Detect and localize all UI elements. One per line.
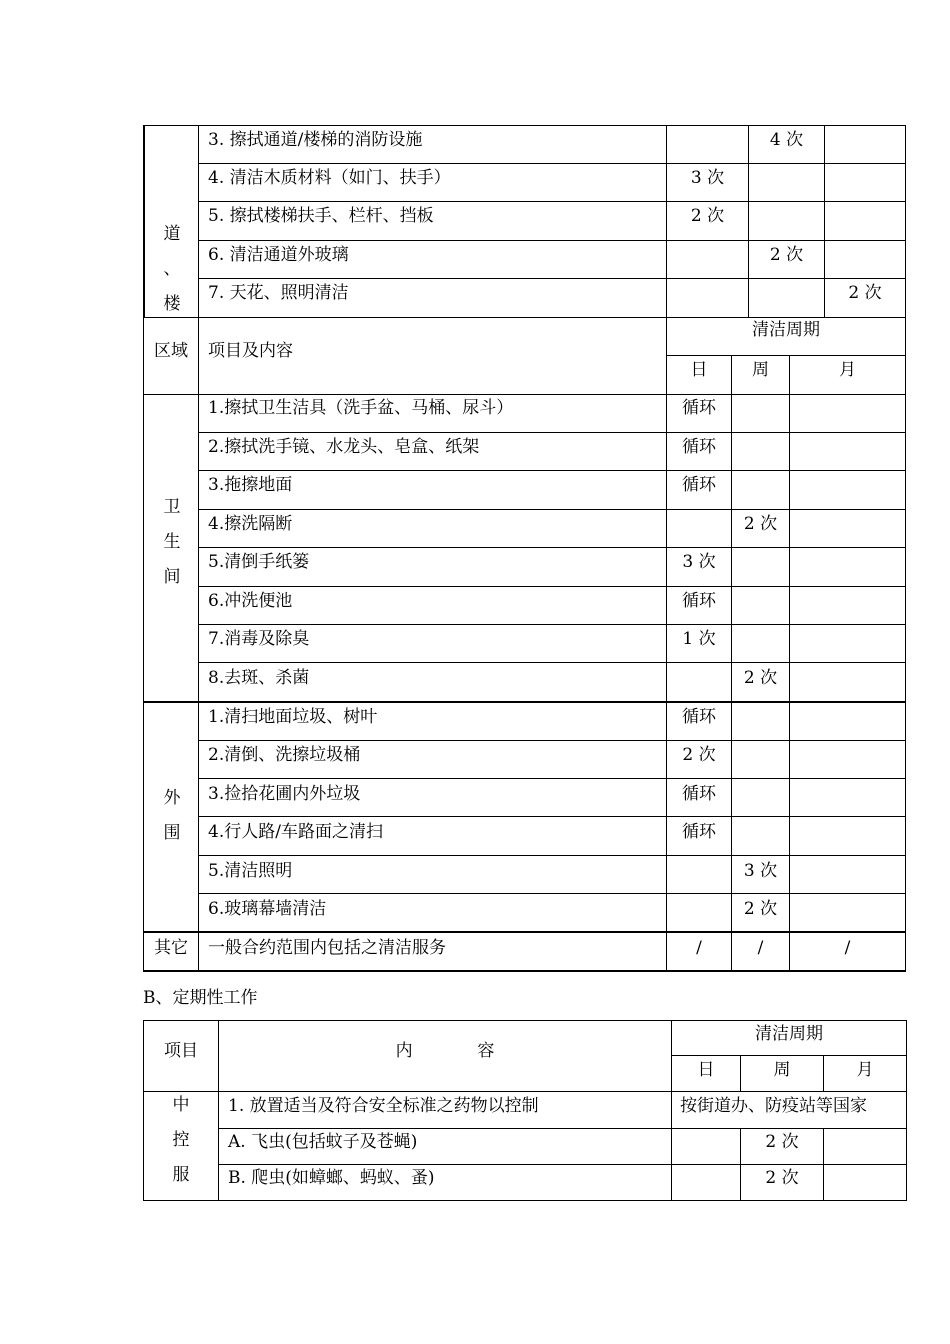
header-day: 日 [690,360,708,380]
header-week: 周 [752,360,769,380]
week-value: 3 次 [743,861,778,881]
item-text: 5.清倒手纸篓 [208,552,310,572]
header-cycle: 清洁周期 [755,1024,823,1044]
area-label-pest-control: 中 控 服 [172,1095,190,1185]
day-value: 循环 [682,437,716,457]
header-item: 项目 [164,1041,198,1061]
week-value: 2 次 [765,1132,799,1152]
day-value: 循环 [682,591,716,611]
header-month: 月 [839,360,856,380]
item-text: 3.拖擦地面 [208,475,293,495]
day-value: 3 次 [682,552,716,572]
item-text: A. 飞虫(包括蚊子及苍蝇) [228,1132,418,1152]
area-label-corridor: 道 、 楼 [163,224,181,314]
item-text: 7. 天花、照明清洁 [208,283,349,303]
item-text: 3. 擦拭通道/楼梯的消防设施 [208,130,423,150]
item-text: 一般合约范围内包括之清洁服务 [208,938,446,958]
item-text: 6. 清洁通道外玻璃 [208,245,349,265]
month-value: / [844,938,851,958]
week-value: 2 次 [743,899,778,919]
header-cycle: 清洁周期 [752,320,820,340]
week-value: 2 次 [765,1168,799,1188]
area-label-other: 其它 [154,938,188,958]
week-value: 2 次 [743,668,778,688]
day-value: 2 次 [682,745,716,765]
item-text: 5. 擦拭楼梯扶手、栏杆、挡板 [208,206,434,226]
week-value: 2 次 [769,245,804,265]
standard-note: 按街道办、防疫站等国家 [680,1096,867,1116]
item-text: 3.捡拾花圃内外垃圾 [208,784,361,804]
item-text: 1. 放置适当及符合安全标准之药物以控制 [228,1096,539,1116]
day-value: 循环 [682,475,716,495]
day-value: 循环 [682,822,716,842]
section-title: B、定期性工作 [143,988,258,1008]
area-label-outside: 外 围 [163,788,181,843]
week-value: 4 次 [769,130,804,150]
day-value: / [696,938,702,958]
item-text: B. 爬虫(如蟑螂、蚂蚁、蚤) [228,1168,435,1188]
item-text: 2.清倒、洗擦垃圾桶 [208,745,361,765]
item-text: 5.清洁照明 [208,861,293,881]
month-value: 2 次 [848,283,882,303]
day-value: 3 次 [690,168,725,188]
header-day: 日 [697,1060,715,1080]
day-value: 循环 [682,707,716,727]
week-value: 2 次 [743,514,778,534]
item-text: 7.消毒及除臭 [208,629,310,649]
header-month: 月 [856,1060,874,1080]
item-text: 1.清扫地面垃圾、树叶 [208,707,378,727]
header-week: 周 [773,1060,791,1080]
area-label-restroom: 卫 生 间 [163,497,181,587]
item-text: 6.冲洗便池 [208,591,293,611]
header-content: 内 容 [395,1041,495,1061]
week-value: / [757,938,764,958]
item-text: 1.擦拭卫生洁具（洗手盆、马桶、尿斗） [208,398,514,418]
header-area: 区域 [154,341,188,361]
item-text: 4. 清洁木质材料（如门、扶手） [208,168,451,188]
day-value: 2 次 [690,206,725,226]
header-item: 项目及内容 [208,341,293,361]
item-text: 6.玻璃幕墙清洁 [208,899,327,919]
day-value: 1 次 [682,629,716,649]
item-text: 4.擦洗隔断 [208,514,293,534]
item-text: 8.去斑、杀菌 [208,668,310,688]
item-text: 2.擦拭洗手镜、水龙头、皂盒、纸架 [208,437,480,457]
day-value: 循环 [682,398,716,418]
item-text: 4.行人路/车路面之清扫 [208,822,383,842]
day-value: 循环 [682,784,716,804]
